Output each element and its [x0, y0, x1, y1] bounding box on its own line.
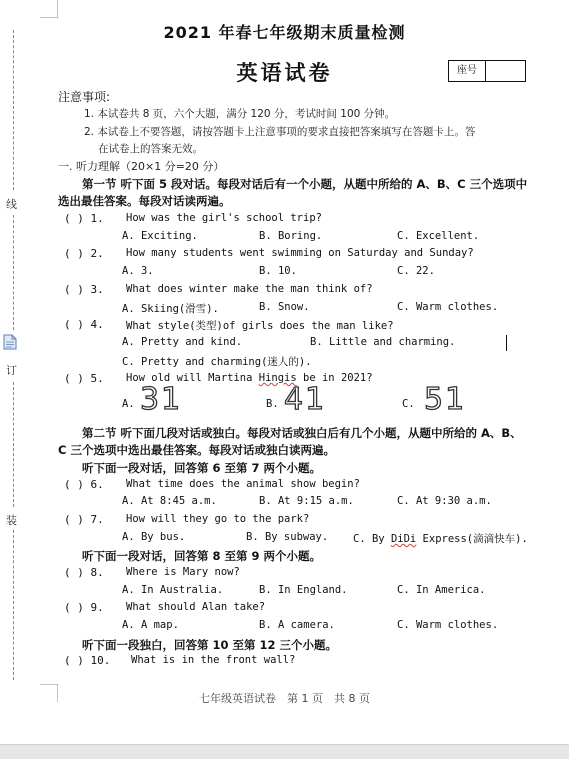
binding-line: [13, 30, 14, 190]
question-text: What is in the front wall?: [131, 654, 296, 666]
option-b: B. A camera.: [259, 619, 335, 631]
option-c: C.: [402, 398, 415, 410]
exam-title: 2021 年春七年级期末质量检测: [163, 23, 406, 42]
option-c-value: 51: [424, 382, 467, 417]
question-text: What does winter make the man think of?: [126, 283, 373, 295]
binding-mark-order: 订: [6, 364, 17, 377]
question-number: ( ) 9.: [64, 601, 104, 614]
option-b: B. At 9:15 a.m.: [259, 495, 354, 507]
option-a: A. Exciting.: [122, 230, 198, 242]
question-text: What time does the animal show begin?: [126, 478, 360, 490]
option-b-value: 41: [284, 382, 327, 417]
option-b: B. By subway.: [246, 531, 329, 543]
binding-line: [13, 382, 14, 507]
option-a: A. Pretty and kind.: [122, 336, 243, 348]
binding-line: [13, 530, 14, 680]
page-footer: 七年级英语试卷 第 1 页 共 8 页: [199, 692, 370, 705]
corner-mark-top-left: [40, 0, 58, 18]
option-a: A. Skiing(滑雪).: [122, 303, 219, 315]
option-c: C. Warm clothes.: [397, 301, 499, 313]
option-a: A. At 8:45 a.m.: [122, 495, 217, 507]
question-number: ( ) 2.: [64, 247, 104, 260]
option-c: C. 22.: [397, 265, 435, 277]
binding-mark-bind: 装: [6, 514, 17, 527]
question-number: ( ) 5.: [64, 372, 104, 385]
part2-instructions: C 三个选项中选出最佳答案。每段对话或独白读两遍。: [58, 443, 335, 457]
question-number: ( ) 6.: [64, 478, 104, 491]
part1-instructions: 选出最佳答案。每段对话读两遍。: [58, 194, 231, 208]
question-text: How will they go to the park?: [126, 513, 310, 525]
option-a: A. 3.: [122, 265, 154, 277]
option-c: C. At 9:30 a.m.: [397, 495, 492, 507]
question-text: Where is Mary now?: [126, 566, 240, 578]
question-text: What style(类型)of girls does the man like?: [126, 320, 394, 332]
question-number: ( ) 3.: [64, 283, 104, 296]
seat-label: 座号: [449, 61, 486, 81]
seat-value[interactable]: [486, 61, 525, 81]
seat-number-box[interactable]: [448, 60, 526, 82]
question-text: How old will Martina Hingis be in 2021?: [126, 372, 373, 384]
question-number: ( ) 1.: [64, 212, 104, 225]
group-instructions: 听下面一段对话，回答第 8 至第 9 两个小题。: [82, 549, 322, 563]
option-c: C. Pretty and charming(迷人的).: [122, 356, 312, 368]
option-a: A.: [122, 398, 135, 410]
option-b: B. 10.: [259, 265, 297, 277]
document-icon[interactable]: [3, 334, 17, 350]
option-a: A. A map.: [122, 619, 179, 631]
question-text: How many students went swimming on Saturday and Sunday?: [126, 247, 474, 259]
option-b: B. Little and charming.: [310, 336, 456, 348]
binding-mark-line: 线: [6, 198, 17, 211]
note-item: 2. 本试卷上不要答题，请按答题卡上注意事项的要求直接把答案填写在答题卡上。答: [84, 126, 476, 138]
option-c: C. Excellent.: [397, 230, 480, 242]
text-cursor: [506, 335, 507, 351]
window-bottom-bar: [0, 744, 569, 759]
question-number: ( ) 8.: [64, 566, 104, 579]
question-text: What should Alan take?: [126, 601, 266, 613]
part2-instructions: 第二节 听下面几段对话或独白。每段对话或独白后有几个小题，从题中所给的 A、B、: [82, 426, 522, 440]
option-b: B.: [266, 398, 279, 410]
option-a: A. By bus.: [122, 531, 186, 543]
option-a: A. In Australia.: [122, 584, 224, 596]
binding-line: [13, 215, 14, 330]
group-instructions: 听下面一段独白，回答第 10 至第 12 三个小题。: [82, 638, 338, 652]
part1-instructions: 第一节 听下面 5 段对话。每段对话后有一个小题，从题中所给的 A、B、C 三个选项中: [82, 177, 528, 191]
note-item: 在试卷上的答案无效。: [98, 143, 203, 155]
group-instructions: 听下面一段对话，回答第 6 至第 7 两个小题。: [82, 461, 322, 475]
notes-heading: 注意事项:: [58, 90, 111, 104]
question-text: How was the girl's school trip?: [126, 212, 322, 224]
exam-subject: 英语试卷: [236, 61, 333, 85]
note-item: 1. 本试卷共 8 页，六个大题，满分 120 分，考试时间 100 分钟。: [84, 108, 396, 120]
section-title: 一. 听力理解（20×1 分=20 分）: [58, 160, 225, 173]
question-number: ( ) 4.: [64, 318, 104, 331]
question-number: ( ) 10.: [64, 654, 111, 667]
option-b: B. Snow.: [259, 301, 310, 313]
option-c: C. By DiDi Express(滴滴快车).: [353, 533, 528, 545]
option-c: C. Warm clothes.: [397, 619, 499, 631]
option-c: C. In America.: [397, 584, 486, 596]
question-number: ( ) 7.: [64, 513, 104, 526]
option-a-value: 31: [140, 382, 183, 417]
option-b: B. In England.: [259, 584, 348, 596]
option-b: B. Boring.: [259, 230, 323, 242]
